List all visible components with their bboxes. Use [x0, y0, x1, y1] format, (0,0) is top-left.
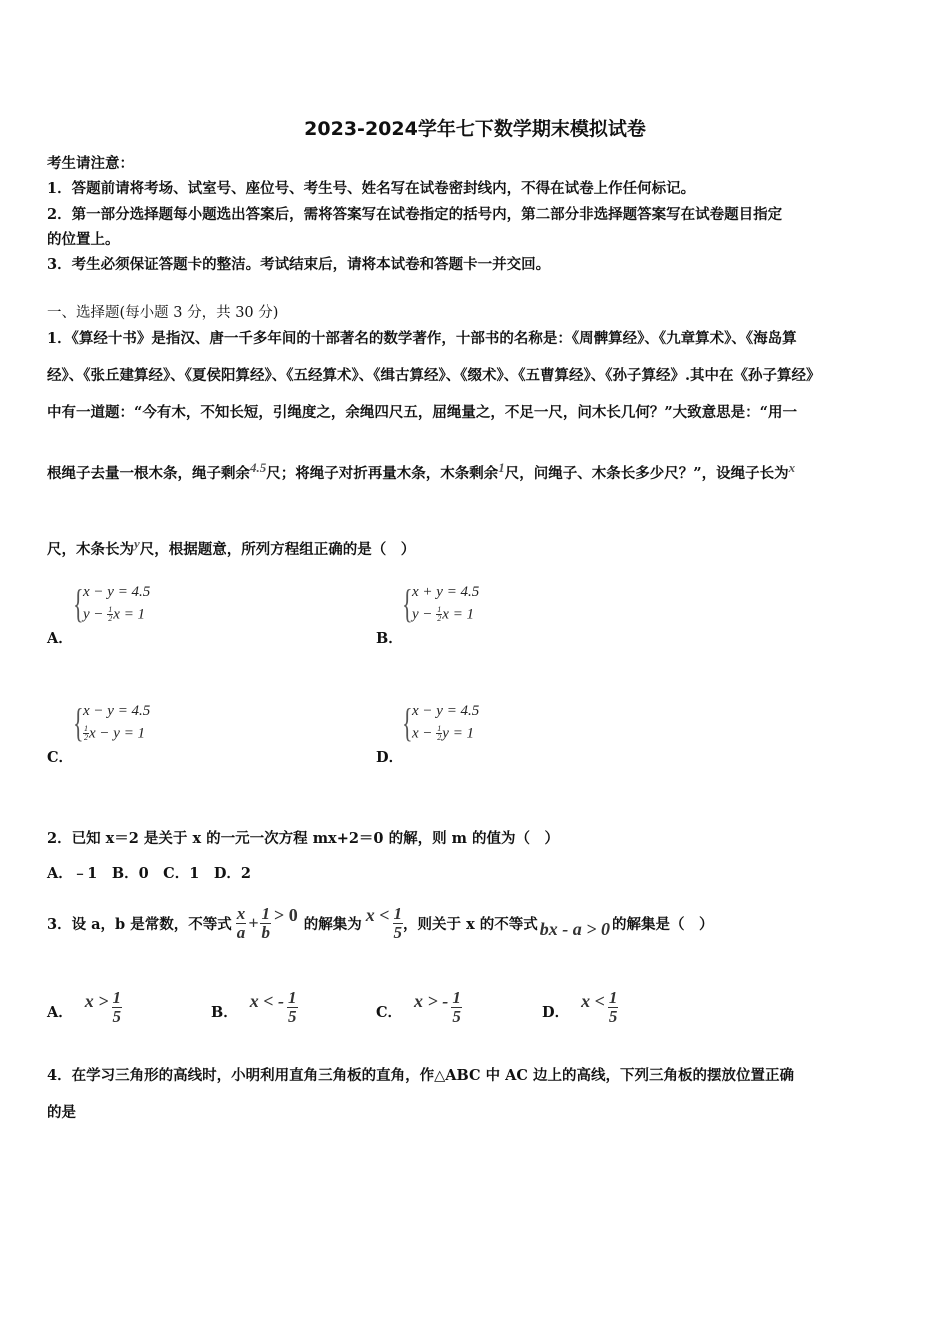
- eq-1: x − y = 4.5: [83, 703, 151, 719]
- option-label: A．: [47, 1004, 73, 1021]
- brace-icon: {: [73, 700, 84, 745]
- brace-icon: {: [402, 700, 413, 745]
- q1-line-5-a: 尺，木条长为: [47, 541, 134, 558]
- option-label: D．: [542, 1004, 570, 1021]
- q3-stem: [47, 898, 714, 948]
- q1-line-5-b: 尺，根据题意，所列方程组正确的是（ ）: [139, 541, 416, 558]
- notice-item-2: 2．第一部分选择题每小题选出答案后，需将答案写在试卷指定的括号内，第二部分非选择题答案写在试卷题目指定: [47, 206, 783, 223]
- option-fraction: $\frac{1}{5}$: [288, 988, 297, 1027]
- q1-line-3: 中有一道题：“今有木，不知长短，引绳度之，余绳四尺五，屈绳量之，不足一尺，问木长几何？”大致意思是：“用一: [47, 404, 798, 421]
- eq-2: $\frac{1}{2}$ x − y = 1: [84, 724, 146, 743]
- q1-line-2: 经》、《张丘建算经》、《夏侯阳算经》、《五经算术》、《缉古算经》、《缀术》、《五曹算经》、《孙子算经》.其中在《孙子算经》: [47, 367, 821, 384]
- q3-text-1: 3．设 a，b 是常数，不等式: [47, 915, 232, 933]
- q1-line-1: 1．《算经十书》是指汉、唐一千多年间的十部著名的数学著作，十部书的名称是：《周髀算经》、《九章算术》、《海岛算: [47, 330, 797, 347]
- plus-sign: +: [248, 912, 259, 933]
- value-1: 1: [498, 460, 505, 475]
- q1-option-a-label[interactable]: A．: [47, 630, 73, 647]
- q3-text-4: 的解集是（ ）: [612, 915, 714, 933]
- option-lhs: x > -: [414, 991, 449, 1011]
- eq-1: x − y = 4.5: [83, 584, 151, 600]
- q1-option-a-system[interactable]: [73, 581, 183, 632]
- q1-option-b-label[interactable]: B．: [376, 630, 403, 647]
- option-fraction: $\frac{1}{5}$: [112, 988, 122, 1027]
- eq-2: x − $\frac{1}{2}$ y = 1: [412, 724, 475, 743]
- q4-line-1: 4．在学习三角形的高线时，小明利用直角三角板的直角，作△ABC 中 AC 边上的高线，下列三角板的摆放位置正确: [47, 1067, 794, 1084]
- option-lhs: x < -: [249, 991, 285, 1011]
- option-lhs: x <: [581, 991, 605, 1011]
- gt-zero: > 0: [273, 904, 298, 925]
- eq-1: x + y = 4.5: [412, 584, 480, 600]
- frac-1-over-5: $\frac{1}{5}$: [393, 903, 403, 942]
- q1-line-5: [47, 538, 415, 559]
- notice-item-2-cont: 的位置上。: [47, 231, 120, 248]
- solution-lhs: x <: [365, 904, 390, 925]
- q2-stem: 2．已知 x＝2 是关于 x 的一元一次方程 mx+2＝0 的解，则 m 的值为（ ）: [47, 830, 560, 847]
- option-lhs: x >: [84, 991, 109, 1011]
- var-x: x: [788, 460, 796, 475]
- inequality-2: bx - a > 0: [539, 918, 611, 939]
- q1-option-c-system[interactable]: [73, 700, 183, 751]
- q3-option-a[interactable]: [47, 980, 122, 1026]
- eq-2: y − $\frac{1}{2}$ x = 1: [83, 605, 146, 624]
- q1-option-d-label[interactable]: D．: [376, 749, 404, 766]
- eq-1: x − y = 4.5: [412, 703, 480, 719]
- q3-option-c[interactable]: [376, 980, 462, 1026]
- q1-line-4: [47, 462, 795, 483]
- value-4-5: 4.5: [250, 460, 267, 475]
- frac-1-over-b: $\frac{1}{b}$: [261, 903, 270, 942]
- var-y: y: [134, 536, 140, 551]
- brace-icon: {: [73, 581, 84, 626]
- q3-text-3: ，则关于 x 的不等式: [403, 915, 538, 933]
- option-label: B．: [211, 1004, 238, 1021]
- option-label: C．: [376, 1004, 403, 1021]
- q1-line-4-b: 尺；将绳子对折再量木条，木条剩余: [266, 465, 499, 482]
- option-fraction: $\frac{1}{5}$: [608, 988, 618, 1027]
- q4-line-2: 的是: [47, 1104, 76, 1121]
- q1-line-4-a: 根绳子去量一根木条，绳子剩余: [47, 465, 250, 482]
- option-fraction: $\frac{1}{5}$: [452, 988, 461, 1027]
- q3-text-2: 的解集为: [303, 915, 362, 933]
- q3-option-b[interactable]: [211, 980, 298, 1026]
- q1-option-d-system[interactable]: [402, 700, 512, 751]
- q3-option-d[interactable]: [542, 980, 618, 1026]
- q2-options[interactable]: A．﹣1 B．0 C．1 D．2: [47, 865, 251, 882]
- notice-heading: 考生请注意：: [47, 155, 134, 172]
- q1-option-b-system[interactable]: [402, 581, 512, 632]
- notice-item-3: 3．考生必须保证答题卡的整洁。考试结束后，请将本试卷和答题卡一并交回。: [47, 256, 551, 273]
- eq-2: y − $\frac{1}{2}$ x = 1: [412, 605, 475, 624]
- section-heading: 一、选择题(每小题 3 分，共 30 分): [47, 305, 279, 321]
- q1-option-c-label[interactable]: C．: [47, 749, 74, 766]
- q1-line-4-c: 尺，问绳子、木条长多少尺？”，设绳子长为: [504, 465, 789, 482]
- brace-icon: {: [402, 581, 413, 626]
- notice-item-1: 1．答题前请将考场、试室号、座位号、考生号、姓名写在试卷密封线内，不得在试卷上作任何标记。: [47, 180, 696, 197]
- page-title: 2023-2024学年七下数学期末模拟试卷: [304, 118, 646, 140]
- frac-x-over-a: $\frac{x}{a}$: [236, 903, 246, 942]
